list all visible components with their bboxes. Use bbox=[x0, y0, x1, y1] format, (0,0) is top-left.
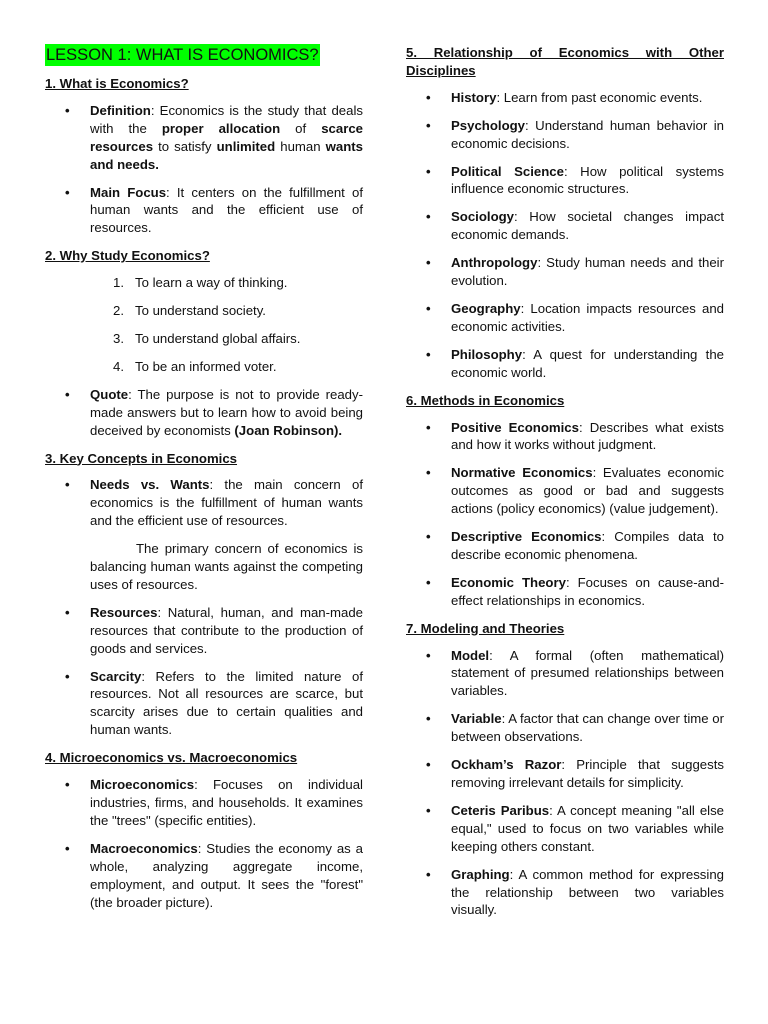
discipline-text: : How political systems influence economic structures. bbox=[451, 163, 724, 197]
discipline-text: : A quest for understanding the economic world. bbox=[451, 346, 724, 380]
definition-text-4: human bbox=[275, 138, 326, 154]
definition-bold-3: unlimited bbox=[216, 138, 276, 154]
discipline-item bbox=[406, 254, 724, 290]
definition-bold-2: scarce resources bbox=[90, 120, 363, 154]
discipline-text: : Location impacts resources and economic activities. bbox=[451, 300, 724, 334]
definition-text-3: to satisfy bbox=[153, 138, 217, 154]
definition-item bbox=[45, 102, 363, 174]
definition-text-2: of bbox=[280, 120, 322, 136]
right-column bbox=[406, 44, 724, 929]
reason-text: To be an informed voter. bbox=[135, 358, 277, 374]
reason-text: To understand society. bbox=[135, 303, 266, 319]
scarcity-term: Scarcity bbox=[90, 668, 142, 684]
discipline-item bbox=[406, 300, 724, 336]
quote-item bbox=[45, 386, 363, 440]
resources-item bbox=[45, 604, 363, 658]
modeling-term: Ockham’s Razor bbox=[451, 757, 562, 773]
method-text: : Evaluates economic outcomes as good or bad and suggests actions (policy economics) (value judgement). bbox=[451, 465, 724, 517]
method-item bbox=[406, 528, 724, 564]
section-5-heading: 5. Relationship of Economics with Other Disciplines bbox=[406, 45, 724, 78]
macroeconomics-item bbox=[45, 840, 363, 912]
microeconomics-text: : Focuses on individual industries, firms, and households. It examines the "trees" (specific entities). bbox=[90, 777, 363, 828]
discipline-term: Political Science bbox=[451, 163, 564, 179]
needs-wants-item bbox=[45, 476, 363, 530]
discipline-term: Sociology bbox=[451, 209, 515, 225]
disciplines-list bbox=[406, 89, 724, 382]
scarcity-text: : Refers to the limited nature of resources. Not all resources are scarce, but scarcity arises due to certain qualities and human wants. bbox=[90, 668, 363, 738]
section-1-heading: 1. What is Economics? bbox=[45, 76, 189, 91]
discipline-item bbox=[406, 89, 724, 107]
reason-number: 2. bbox=[113, 303, 124, 319]
quote-text: : The purpose is not to provide ready-made answers but to learn how to avoid being deceived by economists bbox=[90, 386, 363, 438]
discipline-text: : Study human needs and their evolution. bbox=[451, 255, 724, 289]
reason-number: 4. bbox=[113, 358, 124, 374]
section-3-list-a bbox=[45, 476, 363, 530]
section-2-heading: 2. Why Study Economics? bbox=[45, 248, 210, 264]
reason-number: 3. bbox=[113, 330, 124, 346]
modeling-item bbox=[406, 647, 724, 701]
modeling-term: Graphing bbox=[451, 866, 510, 882]
discipline-item bbox=[406, 117, 724, 153]
scarcity-item bbox=[45, 668, 363, 740]
method-item bbox=[406, 574, 724, 610]
left-column bbox=[45, 44, 363, 921]
method-text: : Compiles data to describe economic phenomena. bbox=[451, 529, 724, 562]
section-2-list bbox=[45, 386, 363, 440]
definition-bold-4: wants and needs. bbox=[90, 138, 363, 172]
modeling-item bbox=[406, 802, 724, 856]
modeling-text: : A formal (often mathematical) statement of presumed relationships between variables. bbox=[451, 647, 724, 699]
discipline-text: : Learn from past economic events. bbox=[496, 89, 703, 105]
quote-term: Quote bbox=[90, 386, 129, 402]
method-term: Economic Theory bbox=[451, 574, 566, 590]
modeling-item bbox=[406, 756, 724, 792]
definition-bold-1: proper allocation bbox=[161, 120, 281, 136]
method-item bbox=[406, 419, 724, 455]
main-focus-text: : It centers on the fulfillment of human wants and the efficient use of resources. bbox=[90, 184, 363, 236]
section-4-heading: 4. Microeconomics vs. Macroeconomics bbox=[45, 750, 298, 766]
section-6-heading: 6. Methods in Economics bbox=[406, 392, 565, 408]
resources-term: Resources bbox=[90, 604, 158, 620]
main-focus-item bbox=[45, 184, 363, 238]
method-text: : Describes what exists and how it works without judgment. bbox=[451, 419, 724, 453]
definition-term: Definition bbox=[90, 102, 151, 118]
discipline-text: : Understand human behavior in economic decisions. bbox=[451, 117, 724, 151]
primary-concern-paragraph: The primary concern of economics is balancing human wants against the competing uses of resources. bbox=[90, 541, 363, 592]
modeling-term: Variable bbox=[451, 711, 502, 727]
discipline-term: Philosophy bbox=[451, 346, 523, 362]
discipline-item bbox=[406, 163, 724, 199]
reason-item bbox=[45, 330, 363, 348]
discipline-term: Anthropology bbox=[451, 255, 538, 271]
macroeconomics-text: : Studies the economy as a whole, analyzing aggregate income, employment, and output. It sees the "forest" (the broader picture). bbox=[90, 840, 363, 910]
resources-text: : Natural, human, and man-made resources that contribute to the production of goods and services. bbox=[90, 604, 363, 656]
modeling-text: : A factor that can change over time or between observations. bbox=[451, 711, 724, 745]
reason-text: To understand global affairs. bbox=[135, 330, 301, 346]
methods-list bbox=[406, 419, 724, 610]
method-text: : Focuses on cause-and-effect relationships in economics. bbox=[451, 574, 724, 608]
microeconomics-item bbox=[45, 776, 363, 830]
needs-wants-term: Needs vs. Wants bbox=[90, 477, 210, 493]
definition-text-1: : Economics is the study that deals with the bbox=[90, 102, 363, 136]
section-3-heading: 3. Key Concepts in Economics bbox=[45, 450, 238, 466]
reason-item bbox=[45, 358, 363, 376]
modeling-text: : A concept meaning "all else equal," used to focus on two variables while keeping others constant. bbox=[451, 802, 725, 854]
modeling-item bbox=[406, 710, 724, 746]
reason-item bbox=[45, 274, 363, 292]
section-3-list-b bbox=[45, 604, 363, 739]
modeling-term: Ceteris Paribus bbox=[451, 802, 550, 818]
discipline-item bbox=[406, 346, 724, 382]
modeling-item bbox=[406, 866, 724, 920]
method-item bbox=[406, 464, 724, 518]
modeling-text: : A common method for expressing the relationship between two variables visually. bbox=[451, 866, 724, 918]
section-1-list bbox=[45, 102, 363, 237]
modeling-text: : Principle that suggests removing irrelevant details for simplicity. bbox=[451, 757, 724, 790]
discipline-term: History bbox=[451, 89, 497, 105]
discipline-term: Psychology bbox=[451, 117, 526, 133]
section-7-heading: 7. Modeling and Theories bbox=[406, 620, 565, 636]
discipline-item bbox=[406, 208, 724, 244]
needs-wants-text: : the main concern of economics is the fulfillment of human wants and the efficient use of resources. bbox=[90, 477, 363, 529]
main-focus-term: Main Focus bbox=[90, 184, 167, 200]
discipline-term: Geography bbox=[451, 300, 521, 316]
macroeconomics-term: Macroeconomics bbox=[90, 840, 198, 856]
reason-item bbox=[45, 302, 363, 320]
method-term: Positive Economics bbox=[451, 419, 579, 435]
section-4-list bbox=[45, 776, 363, 911]
reason-number: 1. bbox=[113, 275, 124, 291]
discipline-text: : How societal changes impact economic demands. bbox=[451, 209, 724, 243]
method-term: Normative Economics bbox=[451, 465, 593, 481]
modeling-list bbox=[406, 647, 724, 920]
method-term: Descriptive Economics bbox=[451, 529, 602, 545]
reasons-list bbox=[45, 274, 363, 376]
reason-text: To learn a way of thinking. bbox=[135, 275, 288, 291]
lesson-title: LESSON 1: WHAT IS ECONOMICS? bbox=[46, 46, 319, 64]
modeling-term: Model bbox=[451, 647, 490, 663]
microeconomics-term: Microeconomics bbox=[90, 777, 195, 793]
quote-author: (Joan Robinson). bbox=[234, 422, 343, 438]
